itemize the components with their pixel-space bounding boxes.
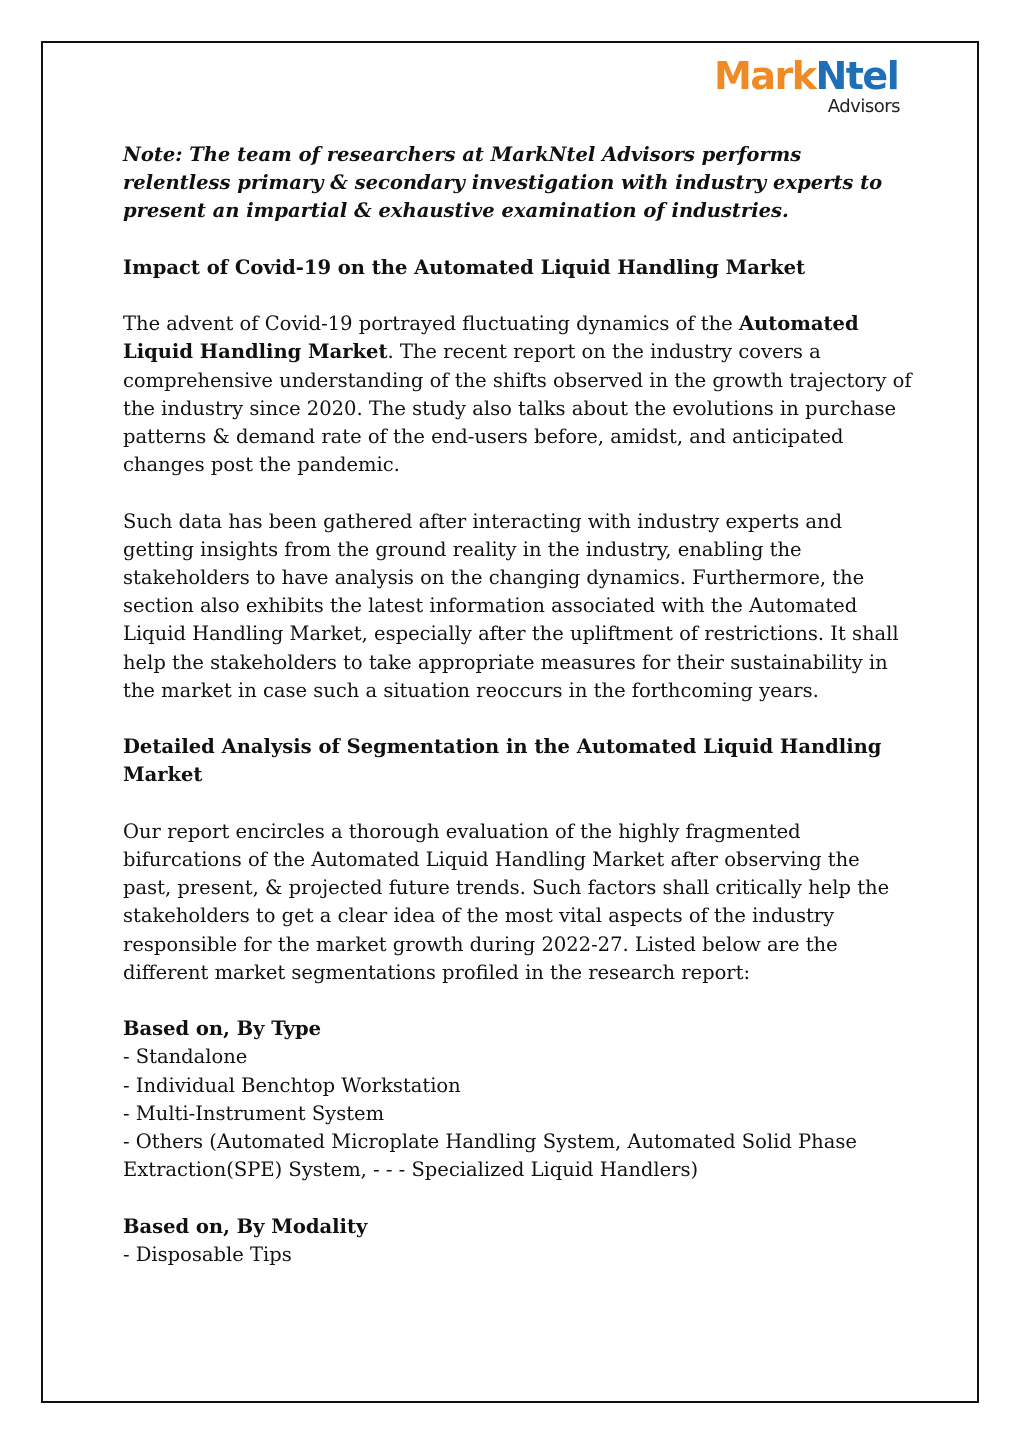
list-item: - Others (Automated Microplate Handling System, Automated Solid Phase Extraction(SPE) System, - - - Specialized Liquid Handlers) — [123, 1130, 857, 1182]
logo-subtitle: Advisors — [827, 96, 900, 117]
segment-by-modality — [123, 1213, 913, 1269]
segment-by-type — [123, 1015, 913, 1184]
para1-bold-market: Automated Liquid Handling Market — [123, 312, 859, 364]
marken-logo — [714, 54, 904, 121]
logo-mark: Mark — [714, 54, 816, 98]
logo-wordmark — [714, 54, 899, 98]
logo-ntel: Ntel — [815, 54, 899, 98]
segment-title: Based on, By Type — [123, 1017, 322, 1041]
list-item: - Disposable Tips — [123, 1242, 292, 1266]
paragraph-report-evaluation: Our report encircles a thorough evaluation of the highly fragmented bifurcations of the Automated Liquid Handling Market after observing the past, present, & projected future trends. Such factors shall critically help the stakeholders to get a clear idea of the most vital aspects of the industry responsible for the market growth during 2022-27. Listed below are the different market segmentations profiled in the research report: — [123, 819, 890, 984]
paragraph-covid-dynamics — [123, 310, 913, 479]
segment-title: Based on, By Modality — [123, 1214, 368, 1238]
heading-covid-impact: Impact of Covid-19 on the Automated Liquid Handling Market — [123, 255, 806, 279]
list-item: - Individual Benchtop Workstation — [123, 1073, 461, 1097]
list-item: - Standalone — [123, 1045, 248, 1069]
paragraph-data-gathered: Such data has been gathered after interacting with industry experts and getting insights from the ground reality in the industry, enabling the stakeholders to have analysis on the changing dynamics. Furthermore, the section also exhibits the latest information associated with the Automated Liquid Handling Market, especially after the upliftment of restrictions. It shall help the stakeholders to take appropriate measures for their sustainability in the market in case such a situation reoccurs in the forthcoming years. — [123, 509, 899, 702]
note-paragraph: Note: The team of researchers at MarkNtel Advisors performs relentless primary & secondary investigation with industry experts to present an impartial & exhaustive examination of industries. — [123, 143, 883, 223]
para1-before: The advent of Covid-19 portrayed fluctuating dynamics of the — [123, 312, 739, 336]
heading-segmentation: Detailed Analysis of Segmentation in the Automated Liquid Handling Market — [123, 735, 882, 787]
list-item: - Multi-Instrument System — [123, 1101, 385, 1125]
para1-after: . The recent report on the industry covers a comprehensive understanding of the shifts observed in the growth trajectory of the industry since 2020. The study also talks about the evolutions in purchase patterns & demand rate of the end-users before, amidst, and anticipated changes post the pandemic. — [123, 340, 912, 477]
document-body — [123, 141, 913, 1297]
